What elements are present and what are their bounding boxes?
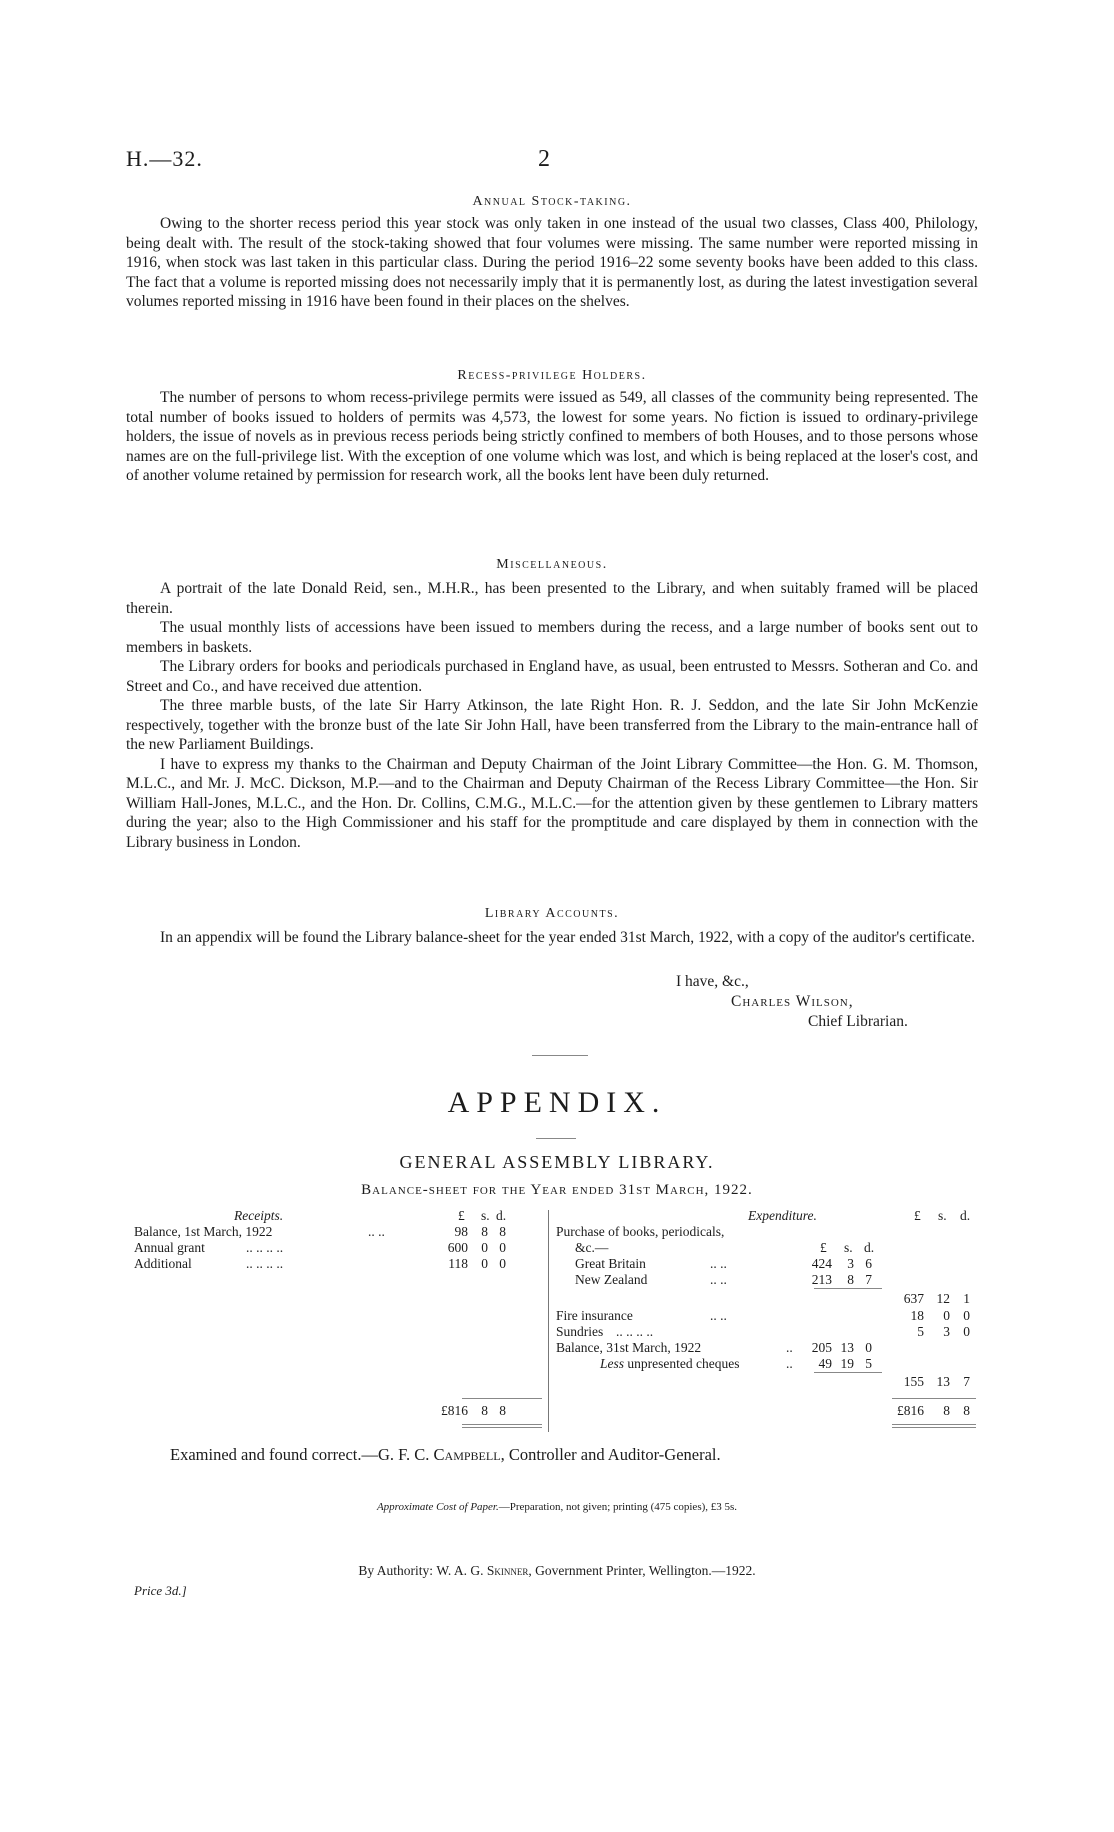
receipt-pence: 0 [499,1240,506,1255]
expenditure-total-pounds: £816 [897,1403,924,1418]
receipts-total-shillings: 8 [481,1403,488,1418]
receipts-total-pounds: £816 [441,1403,468,1418]
paragraph: The number of persons to whom recess-privilege permits were issued as 549, all classes of the community being represented. The total number of books issued to holders of permits was 4,573, the lowest for some years. No fiction is issued to ordinary-privilege holders, the issue of novels as in previous recess periods being strictly confined to members of both Houses, and to those persons whose names are on the full-privilege list. With the exception of one volume which was lost, and which is being replaced at the loser's cost, and of another volume retained by permission for research work, all the books lent have been duly returned. [126,389,978,484]
purchase-total-pence: 1 [963,1291,970,1306]
sub-pounds: 424 [811,1256,832,1271]
expenditure-label: Fire insurance [556,1308,633,1323]
expenditure-shillings: 3 [943,1324,950,1339]
price: Price 3d.] [134,1583,187,1598]
balance-total-shillings: 13 [936,1374,950,1389]
double-rule [892,1427,976,1428]
printer-authority [0,1563,1114,1579]
balance-shillings: 13 [840,1340,854,1355]
expenditure-shillings: 0 [943,1308,950,1323]
balance-total-pounds: 155 [903,1374,924,1389]
receipt-label: Annual grant [134,1240,205,1255]
receipt-shillings: 8 [481,1224,488,1239]
paragraph: In an appendix will be found the Library balance-sheet for the year ended 31st March, 1922, with a copy of the auditor's certificate. [160,929,975,946]
balance-label: Balance, 31st March, 1922 [556,1340,702,1355]
paragraph: I have to express my thanks to the Chairman and Deputy Chairman of the Joint Library Committee—the Hon. G. M. Thomson, M.L.C., and Mr. J. McC. Dickson, M.P.—and to the Chairman and Deputy Chairman of the Recess Library Committee—the Hon. Sir William Hall-Jones, M.L.C., and the Hon. Dr. Collins, C.M.G., M.L.C.—for the attention given by these gentlemen to Library matters during the year; also to the High Commissioner and his staff for the promptitude and care displayed by them in connection with the Library business in London. [126,755,978,851]
less-shillings: 19 [840,1356,854,1371]
receipt-pounds: 118 [448,1256,468,1271]
sub-pounds: 213 [811,1272,832,1287]
receipt-pence: 0 [499,1256,506,1271]
section-title: Recess-privilege Holders. [457,368,647,383]
authority-post: , Government Printer, Wellington.—1922. [528,1563,756,1578]
expenditure-pence: 0 [963,1308,970,1323]
cost-label: Approximate Cost of Paper. [376,1501,499,1513]
currency-head-pence: d. [496,1208,507,1223]
auditor-name: G. F. C. Campbell [378,1445,501,1464]
subtotal-rule [814,1288,882,1289]
receipt-dots: .. .. [368,1224,385,1239]
sub-pence: 7 [865,1272,872,1287]
expenditure-label: Purchase of books, periodicals, [556,1224,725,1239]
receipt-label: Additional [134,1256,192,1271]
signoff-name: Charles Wilson, [731,993,854,1010]
expenditure-dots: .. [786,1340,793,1355]
expenditure-pounds: 5 [917,1324,924,1339]
section-title: Library Accounts. [484,906,620,921]
expenditure-dots: .. [786,1356,793,1371]
expenditure-label: Sundries [556,1324,604,1339]
examined-text: Examined and found correct.— [170,1445,379,1464]
page-number: 2 [538,146,550,172]
purchase-total-pounds: 637 [903,1291,924,1306]
balance-total-pence: 7 [963,1374,970,1389]
expenditure-dots: .. .. [710,1308,727,1323]
sub-shillings: 3 [847,1256,854,1271]
currency-head-pounds: £ [458,1208,465,1223]
signoff-greeting: I have, &c., [676,973,749,990]
library-title: GENERAL ASSEMBLY LIBRARY. [399,1152,715,1172]
less-label-italic: Less [600,1356,625,1371]
purchase-total-shillings: 12 [936,1291,950,1306]
expenditure-dots: .. .. [710,1256,727,1271]
receipt-shillings: 0 [481,1256,488,1271]
currency-head-shillings: s. [481,1208,490,1223]
less-label [600,1356,739,1372]
auditor-certificate [170,1445,721,1465]
currency-head-pounds: £ [914,1208,921,1223]
section-title: Annual Stock-taking. [472,194,632,209]
cost-text: —Preparation, not given; printing (475 copies), £3 5s. [498,1501,738,1513]
expenditure-sub-label: New Zealand [575,1272,648,1287]
signoff-role: Chief Librarian. [808,1013,908,1030]
receipt-dots: .. .. .. .. [246,1256,284,1271]
balance-pence: 0 [865,1340,872,1355]
expenditure-pounds: 18 [910,1308,924,1323]
total-rule [892,1398,976,1399]
currency-head-pence: d. [960,1208,971,1223]
expenditure-pence: 0 [963,1324,970,1339]
expenditure-sub-label: Great Britain [575,1256,646,1271]
receipts-heading: Receipts. [234,1208,284,1223]
receipts-total-pence: 8 [499,1403,506,1418]
sub-shillings: 8 [847,1272,854,1287]
paragraph: The usual monthly lists of accessions have been issued to members during the recess, and a large number of books sent out to members in baskets. [126,619,978,656]
balance-sheet-title: Balance-sheet for the Year ended 31st March, 1922. [361,1182,753,1198]
cost-of-paper [0,1501,1114,1513]
receipt-shillings: 0 [481,1240,488,1255]
sub-pence: 6 [865,1256,872,1271]
sub-head-pounds: £ [820,1240,827,1255]
auditor-title: , Controller and Auditor-General. [500,1445,721,1464]
less-label-text: unpresented cheques [627,1356,740,1371]
balance-pounds: 205 [811,1340,832,1355]
currency-head-shillings: s. [938,1208,947,1223]
paragraph: The Library orders for books and periodicals purchased in England have, as usual, been entrusted to Messrs. Sotheran and Co. and Street and Co., and have received due attention. [126,658,978,695]
authority-pre: By Authority: [358,1563,437,1578]
receipt-pounds: 98 [454,1224,468,1239]
receipt-dots: .. .. .. .. [246,1240,284,1255]
expenditure-label: &c.— [575,1240,609,1255]
receipt-pounds: 600 [447,1240,468,1255]
paragraph: The three marble busts, of the late Sir Harry Atkinson, the late Right Hon. R. J. Seddon, and the late Sir John McKenzie respectively, together with the bronze bust of the late Sir John Hall, have been transferred from the Library to the main-entrance hall of the new Parliament Buildings. [126,697,978,753]
printer-name: W. A. G. Skinner [436,1563,529,1578]
sub-head-pence: d. [864,1240,875,1255]
expenditure-dots: .. .. [710,1272,727,1287]
subtotal-rule [814,1372,882,1373]
expenditure-heading: Expenditure. [748,1208,817,1223]
expenditure-total-pence: 8 [963,1403,970,1418]
expenditure-total-shillings: 8 [943,1403,950,1418]
section-title: Miscellaneous. [496,557,608,572]
less-pence: 5 [865,1356,872,1371]
sub-head-shillings: s. [844,1240,853,1255]
receipt-label: Balance, 1st March, 1922 [134,1224,273,1239]
paragraph: Owing to the shorter recess period this year stock was only taken in one instead of the usual two classes, Class 400, Philology, being dealt with. The result of the stock-taking showed that four volumes were missing. The same number were reported missing in 1916, when stock was last taken in this particular class. During the period 1916–22 some seventy books have been added to this class. The fact that a volume is reported missing does not necessarily imply that it is permanently lost, as during the latest investigation several volumes reported missing in 1916 have been found in their places on the shelves. [126,215,978,310]
expenditure-dots: .. .. .. .. [616,1324,654,1339]
paragraph: A portrait of the late Donald Reid, sen., M.H.R., has been presented to the Library, and when suitably framed will be placed therein. [126,580,978,617]
double-rule [892,1424,976,1425]
less-pounds: 49 [818,1356,832,1371]
receipt-pence: 8 [499,1224,506,1239]
document-code: H.—32. [126,146,203,171]
appendix-title: APPENDIX. [447,1086,667,1119]
